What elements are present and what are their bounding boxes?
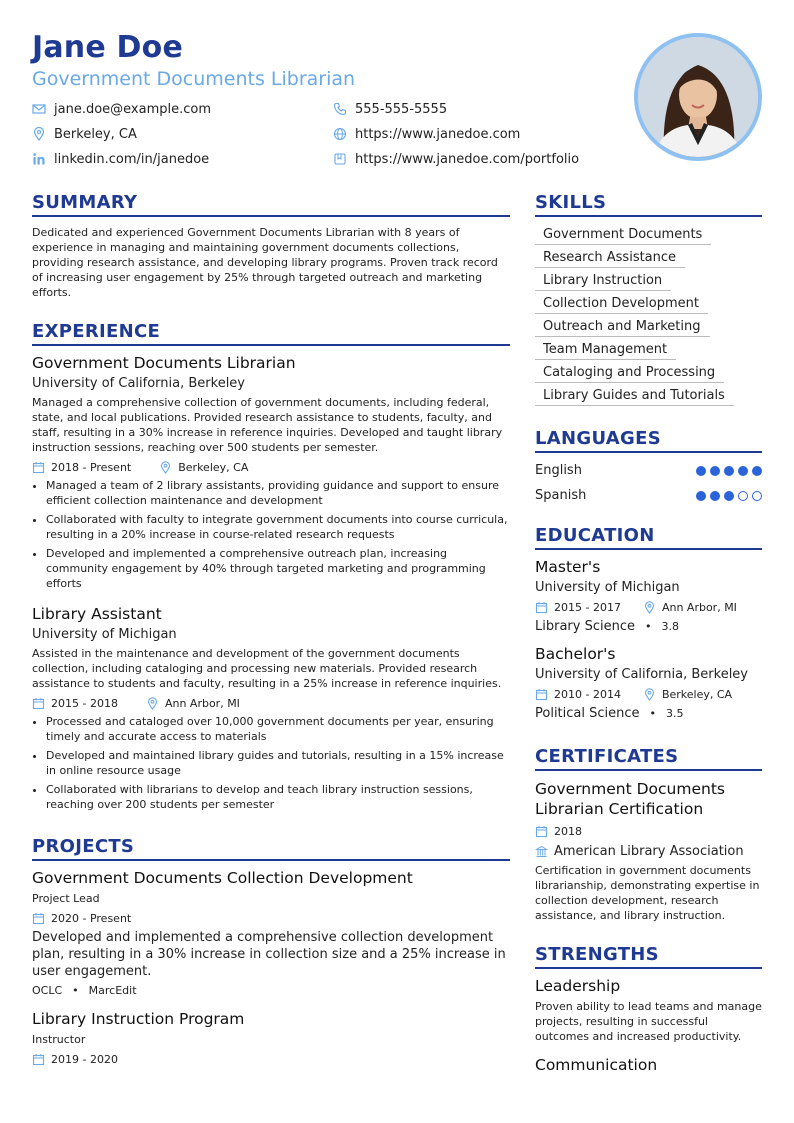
profile-photo [634, 33, 762, 161]
contact-location: Berkeley, CA [32, 124, 137, 144]
education-field-row: Library Science • 3.8 [535, 619, 679, 634]
education-location: Ann Arbor, MI [661, 600, 737, 614]
certificate-description: Certification in government documents librarianship, demonstrating expertise in collection development, research assistance, and library instruction. [535, 864, 760, 922]
job-entry [32, 354, 510, 591]
education-degree: Bachelor's [535, 645, 616, 663]
education-meta [535, 686, 762, 702]
list-item: • Collaborated with librarians to develop and teach library instruction sessions, reaching over 200 students per semester [46, 782, 510, 812]
language-level [692, 491, 762, 501]
calendar-icon [32, 461, 45, 474]
job-meta [32, 695, 510, 711]
contact-phone[interactable]: 555-555-5555 [333, 99, 447, 119]
contact-email[interactable]: jane.doe@example.com [32, 99, 211, 119]
education-field: Library Science [535, 619, 635, 634]
list-item: • Developed and implemented a comprehensive outreach plan, increasing community engagement by 40% through targeted marketing and programming efforts [46, 546, 510, 591]
education-school: University of California, Berkeley [535, 667, 748, 682]
education-meta [535, 599, 762, 615]
skill-tag: Research Assistance [535, 248, 685, 268]
language-name: English [535, 463, 582, 478]
level-dot-filled [738, 466, 748, 476]
job-meta [32, 459, 510, 475]
education-gpa: 3.8 [661, 620, 679, 633]
calendar-icon [535, 688, 548, 701]
education-entry [535, 645, 762, 722]
globe-icon [333, 127, 347, 141]
linkedin-icon [32, 152, 46, 166]
right-column [535, 192, 762, 1074]
job-dates: 2018 - Present [51, 460, 132, 474]
location-icon [643, 688, 656, 701]
skill-tag: Library Guides and Tutorials [535, 386, 734, 406]
skill-tag: Government Documents [535, 225, 711, 245]
project-meta [32, 1051, 510, 1067]
location-icon [643, 601, 656, 614]
language-row [535, 483, 762, 508]
job-bullets [32, 714, 510, 812]
project-description: Developed and implemented a comprehensive collection development plan, resulting in a 30% increase in collection size and a 25% increase in user engagement. [32, 930, 506, 979]
level-dot-filled [710, 466, 720, 476]
project-tools: OCLC • MarcEdit [32, 984, 137, 997]
job-description: Managed a comprehensive collection of government documents, including federal, state, and local publications. Provided research assistance to students, faculty, and staff, resulting in a 30% increase in reference inquiries. Developed and taught library instruction sessions, reaching over 500 students per semester. [32, 396, 503, 454]
experience-heading: EXPERIENCE [32, 321, 510, 346]
contact-linkedin[interactable]: linkedin.com/in/janedoe [32, 149, 209, 169]
list-item: • Processed and cataloged over 10,000 government documents per year, ensuring timely and accurate access to materials [46, 714, 510, 744]
job-title: Government Documents Librarian [32, 354, 296, 372]
candidate-name: Jane Doe [32, 30, 184, 65]
project-dates: 2019 - 2020 [51, 1052, 118, 1066]
certificate-date: 2018 [554, 824, 582, 838]
skill-tag: Cataloging and Processing [535, 363, 724, 383]
level-dot-empty [738, 491, 748, 501]
project-dates: 2020 - Present [51, 911, 132, 925]
job-description: Assisted in the maintenance and development of the government documents collection, including cataloging and processing new materials. Provided research assistance to students and faculty, resulting in a 25% increase in reference inquiries. [32, 647, 502, 690]
certificate-issuer: American Library Association [554, 843, 744, 859]
education-entry [535, 558, 762, 635]
level-dot-filled [724, 491, 734, 501]
certificate-issuer-row [535, 843, 762, 859]
project-tool: OCLC [32, 984, 63, 997]
job-dates: 2015 - 2018 [51, 696, 118, 710]
certificate-meta [535, 823, 762, 839]
project-entry [32, 869, 510, 998]
education-field-row: Political Science • 3.5 [535, 706, 684, 721]
projects-heading: PROJECTS [32, 836, 510, 861]
strengths-heading: STRENGTHS [535, 944, 762, 969]
left-column [32, 192, 510, 1067]
level-dot-filled [752, 466, 762, 476]
summary-text: Dedicated and experienced Government Documents Librarian with 8 years of experience in managing and maintaining government documents collections, providing research assistance, and developing library programs. Proven track record of increasing user engagement by 25% through targeted outreach and marketing efforts. [32, 226, 498, 299]
education-heading: EDUCATION [535, 525, 762, 550]
certificate-name: Government Documents Librarian Certification [535, 780, 725, 818]
project-meta [32, 910, 510, 926]
strength-name: Communication [535, 1056, 658, 1074]
languages-list [535, 458, 762, 508]
job-company: University of California, Berkeley [32, 376, 245, 391]
strength-entry [535, 1056, 762, 1074]
location-icon [146, 697, 159, 710]
project-title: Government Documents Collection Development [32, 869, 413, 887]
level-dot-filled [696, 466, 706, 476]
job-bullets [32, 478, 510, 591]
portfolio-icon [333, 152, 347, 166]
summary-heading: SUMMARY [32, 192, 510, 217]
list-item: • Managed a team of 2 library assistants, providing guidance and support to ensure efficient collection maintenance and development [46, 478, 510, 508]
calendar-icon [32, 1053, 45, 1066]
calendar-icon [32, 697, 45, 710]
skill-tag: Library Instruction [535, 271, 671, 291]
calendar-icon [535, 601, 548, 614]
languages-heading: LANGUAGES [535, 428, 762, 453]
education-dates: 2015 - 2017 [554, 600, 621, 614]
contact-website[interactable]: https://www.janedoe.com [333, 124, 520, 144]
list-item: • Collaborated with faculty to integrate government documents into course curricula, resulting in a 20% increase in course-related research requests [46, 512, 510, 542]
skills-list [535, 222, 762, 406]
level-dot-filled [696, 491, 706, 501]
phone-icon [333, 102, 347, 116]
certificate-entry [535, 779, 762, 923]
language-level [692, 466, 762, 476]
project-title: Library Instruction Program [32, 1010, 245, 1028]
list-item: • Developed and maintained library guides and tutorials, resulting in a 15% increase in online resource usage [46, 748, 510, 778]
education-degree: Master's [535, 558, 601, 576]
strength-description: Proven ability to lead teams and manage projects, resulting in successful outcomes and increased productivity. [535, 1000, 762, 1043]
calendar-icon [32, 912, 45, 925]
language-name: Spanish [535, 488, 587, 503]
strength-entry [535, 977, 762, 1044]
institution-icon [535, 845, 548, 858]
strength-name: Leadership [535, 977, 621, 995]
contact-portfolio[interactable]: https://www.janedoe.com/portfolio [333, 149, 579, 169]
skill-tag: Outreach and Marketing [535, 317, 710, 337]
education-location: Berkeley, CA [661, 687, 733, 701]
level-dot-empty [752, 491, 762, 501]
project-entry [32, 1010, 510, 1067]
job-entry [32, 605, 510, 812]
job-company: University of Michigan [32, 627, 177, 642]
candidate-role: Government Documents Librarian [32, 68, 356, 90]
job-location: Berkeley, CA [178, 460, 249, 474]
level-dot-filled [724, 466, 734, 476]
location-icon [32, 127, 46, 141]
skill-tag: Collection Development [535, 294, 708, 314]
project-tool: MarcEdit [88, 984, 137, 997]
skill-tag: Team Management [535, 340, 676, 360]
job-location: Ann Arbor, MI [164, 696, 240, 710]
project-role: Instructor [32, 1033, 86, 1046]
email-icon [32, 102, 46, 116]
education-dates: 2010 - 2014 [554, 687, 621, 701]
location-icon [159, 461, 172, 474]
calendar-icon [535, 825, 548, 838]
education-field: Political Science [535, 706, 640, 721]
education-gpa: 3.5 [666, 707, 684, 720]
skills-heading: SKILLS [535, 192, 762, 217]
language-row [535, 458, 762, 483]
project-role: Project Lead [32, 892, 100, 905]
level-dot-filled [710, 491, 720, 501]
certificates-heading: CERTIFICATES [535, 746, 762, 771]
education-school: University of Michigan [535, 580, 680, 595]
job-title: Library Assistant [32, 605, 162, 623]
